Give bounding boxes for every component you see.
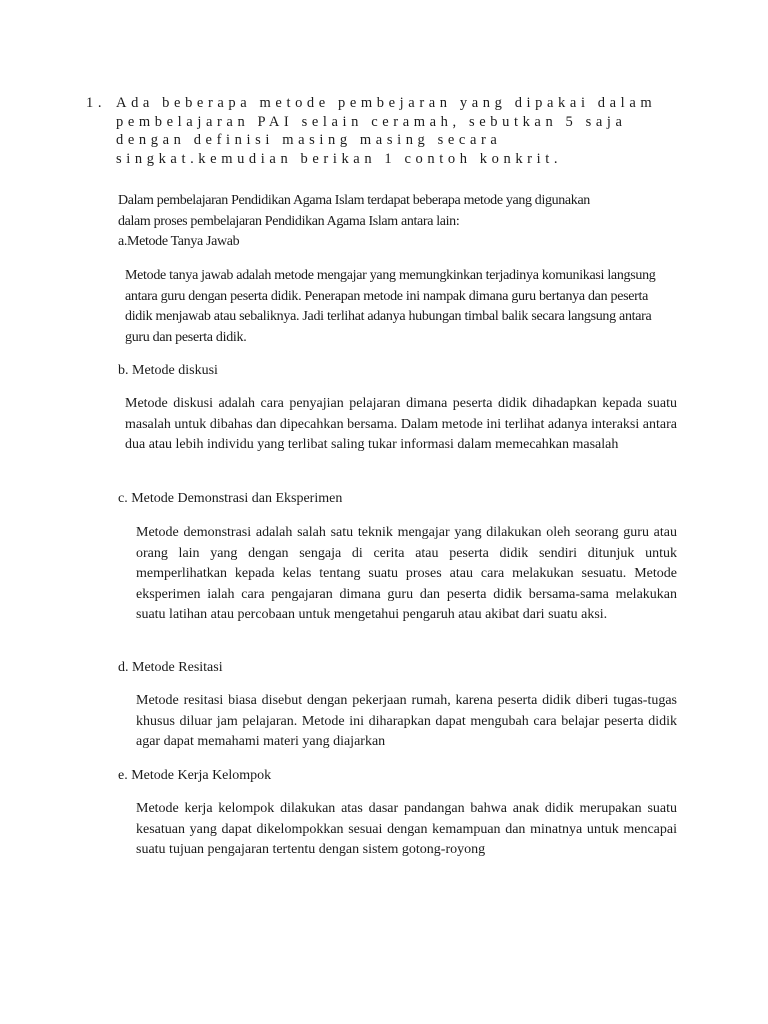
section-e-heading: e. Metode Kerja Kelompok (118, 768, 272, 783)
section-a-heading: a.Metode Tanya Jawab (118, 234, 240, 249)
section-d-heading: d. Metode Resitasi (118, 660, 223, 675)
question-number: 1. (86, 95, 107, 111)
section-c-heading: c. Metode Demonstrasi dan Eksperimen (118, 491, 343, 506)
section-c-paragraph: Metode demonstrasi adalah salah satu teknik mengajar yang dilakukan oleh seorang guru atau orang lain yang dengan sengaja di cerita atau peserta didik sendiri ditunjuk untuk memperlihatkan kepada kelas tentang suatu proses atau cara melakukan sesuatu. Metode eksperimen ialah cara pengajaran dimana guru dan peserta didik bersama-sama melakukan suatu latihan atau percobaan untuk mengetahui pengaruh atau akibat dari suatu aksi. (136, 525, 677, 622)
question-text: Ada beberapa metode pembejaran yang dipakai dalam pembelajaran PAI selain ceramah, sebutkan 5 saja dengan definisi masing masing secara singkat.kemudian berikan 1 contoh konkrit. (116, 95, 657, 167)
section-d-paragraph: Metode resitasi biasa disebut dengan pekerjaan rumah, karena peserta didik diberi tugas-tugas khusus diluar jam pelajaran. Metode ini diharapkan dapat mengubah cara belajar peserta didik agar dapat memahami materi yang diajarkan (136, 693, 677, 749)
section-a-paragraph: Metode tanya jawab adalah metode mengajar yang memungkinkan terjadinya komunikasi langsung antara guru dengan peserta didik. Penerapan metode ini nampak dimana guru bertanya dan peserta didik menjawab atau sebaliknya. Jadi terlihat adanya hubungan timbal balik secara langsung antara guru dan peserta didik. (125, 268, 656, 345)
intro-paragraph (118, 191, 663, 253)
section-b-paragraph: Metode diskusi adalah cara penyajian pelajaran dimana peserta didik dihadapkan kepada suatu masalah untuk dibahas dan dipecahkan bersama. Dalam metode ini terlihat adanya interaksi antara dua atau lebih individu yang terlibat saling tukar informasi dalam memecahkan masalah (125, 396, 677, 452)
section-e-paragraph: Metode kerja kelompok dilakukan atas dasar pandangan bahwa anak didik merupakan suatu kesatuan yang dapat dikelompokkan sesuai dengan kemampuan dan minatnya untuk mencapai suatu tujuan pengajaran tertentu dengan sistem gotong-royong (136, 801, 677, 857)
intro-line-1: Dalam pembelajaran Pendidikan Agama Islam terdapat beberapa metode yang digunakan (118, 193, 590, 208)
section-b-heading: b. Metode diskusi (118, 363, 218, 378)
intro-line-2: dalam proses pembelajaran Pendidikan Agama Islam antara lain: (118, 213, 460, 229)
